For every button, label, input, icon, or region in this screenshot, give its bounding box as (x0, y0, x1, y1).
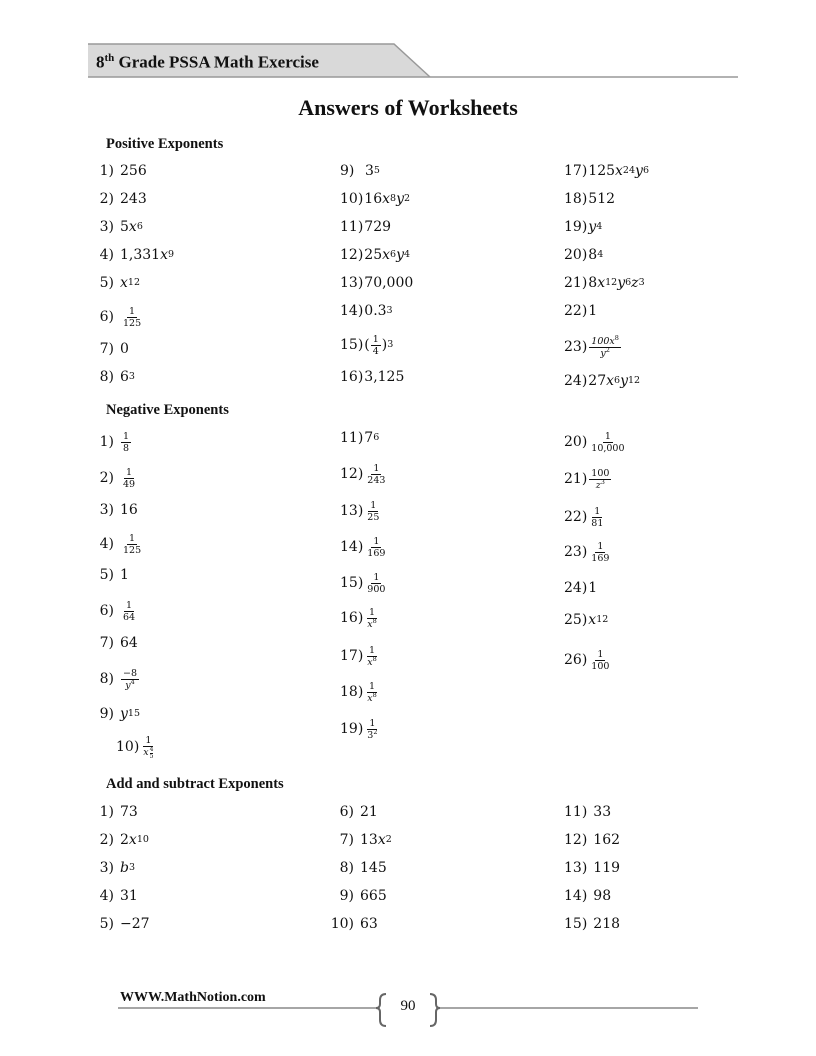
answer-item: 15) 218 (564, 916, 621, 932)
page-title: Answers of Worksheets (298, 95, 518, 120)
answer-item: 16) 3,125 (340, 369, 405, 385)
answer-item: 5) 1 (99, 567, 129, 583)
answer-item: 8) 145 (339, 860, 387, 876)
answer-item: 22) 1 (564, 303, 598, 319)
answer-item: 13) $\frac{1}{25}$ (340, 499, 380, 523)
answer-item: 10) 16 x 8 y 2 (340, 191, 411, 207)
answer-item: 9) 665 (339, 888, 387, 904)
answer-item: 17) $\frac{1}{x^8}$ (340, 644, 377, 668)
answer-item: 11) 7 6 (340, 430, 380, 446)
answer-item: 10) 63 (330, 916, 378, 932)
answer-item: 22) $\frac{1}{81}$ (564, 505, 604, 529)
answer-item: 7) 0 (99, 341, 129, 357)
answer-item: 3) b 3 (99, 860, 136, 876)
page-number: 90 (400, 998, 416, 1014)
answer-item: 7) 64 (99, 635, 138, 651)
answer-item: 11) 729 (340, 219, 392, 235)
answer-item: 4) 1,331 x 9 (99, 247, 175, 263)
answer-item: 12) $\frac{1}{243}$ (340, 462, 386, 486)
answer-item: 1) 256 (99, 163, 147, 179)
answer-item: 19) $\frac{1}{3^2}$ (340, 717, 378, 741)
answer-item: 3) 5 x 6 (99, 219, 143, 235)
answer-item: 23) $\frac{100x^8}{y^2}$ (564, 333, 619, 359)
answer-item: 24) 1 (564, 580, 598, 596)
answer-item: 2) 243 (99, 191, 147, 207)
footer-website: WWW.MathNotion.com (120, 990, 266, 1005)
answer-item: 18) 512 (564, 191, 616, 207)
answer-item: 5) −27 (99, 916, 150, 932)
section-title-add-subtract: Add and subtract Exponents (106, 776, 284, 792)
answer-item: 18) $\frac{1}{x^8}$ (340, 680, 377, 704)
answer-item: 6) 21 (339, 804, 378, 820)
answer-item: 6) $\frac{1}{125}$ (99, 305, 142, 329)
answer-item: 20) $\frac{1}{10,000}$ (564, 430, 625, 454)
answer-item: 9) y 15 (99, 706, 141, 722)
answer-item: 13) 70,000 (340, 275, 414, 291)
answer-item: 10) 1 x 4 5 (116, 734, 154, 760)
answer-item: 1) $\frac{1}{8}$ (99, 430, 130, 454)
answer-item: 3) 16 (99, 502, 138, 518)
answer-item: 8) $\frac{-8}{y^4}$ (99, 667, 138, 691)
answer-item: 17) 125 x 24 y 6 (564, 163, 649, 179)
answer-item: 26) $\frac{1}{100}$ (564, 648, 610, 672)
section-title-positive: Positive Exponents (106, 136, 224, 152)
answer-item: 15) $\frac{1}{900}$ (340, 571, 386, 595)
answer-item: 19) y 4 (564, 219, 603, 235)
header-banner (0, 0, 816, 90)
answer-item: 14) $\frac{1}{169}$ (340, 535, 386, 559)
answer-item: 9) 3 5 (340, 163, 380, 179)
answer-item: 16) $\frac{1}{x^8}$ (340, 606, 377, 630)
answer-item: 2) $\frac{1}{49}$ (99, 466, 136, 490)
answer-item: 4) 31 (99, 888, 138, 904)
header-title: 8th Grade PSSA Math Exercise (96, 52, 319, 72)
answer-item: 4) $\frac{1}{125}$ (99, 532, 142, 556)
answer-item: 2) 2 x 10 (99, 832, 149, 848)
section-title-negative: Negative Exponents (106, 402, 229, 418)
answer-item: 15) ( $\frac{1}{4}$ ) 3 (340, 333, 394, 357)
answer-item: 7) 13 x 2 (339, 832, 392, 848)
answer-item: 20) 8 4 (564, 247, 604, 263)
answer-item: 6) $\frac{1}{64}$ (99, 599, 136, 623)
answer-item: 23) $\frac{1}{169}$ (564, 540, 610, 564)
answer-item: 14) 0.3 3 (340, 303, 393, 319)
answer-item: 14) 98 (564, 888, 612, 904)
answer-item: 21) $\frac{100}{z^3}$ (564, 467, 610, 491)
answer-item: 1) 73 (99, 804, 138, 820)
answer-item: 25) x 12 (564, 612, 609, 628)
answer-item: 11) 33 (564, 804, 612, 820)
answer-item: 12) 162 (564, 832, 621, 848)
answer-item: 21) 8 x 12 y 6 z 3 (564, 275, 645, 291)
answer-item: 12) 25 x 6 y 4 (340, 247, 411, 263)
answer-item: 8) 6 3 (99, 369, 135, 385)
answer-item: 13) 119 (564, 860, 621, 876)
answer-item: 5) x 12 (99, 275, 140, 291)
answer-item: 24) 27 x 6 y 12 (564, 373, 641, 389)
